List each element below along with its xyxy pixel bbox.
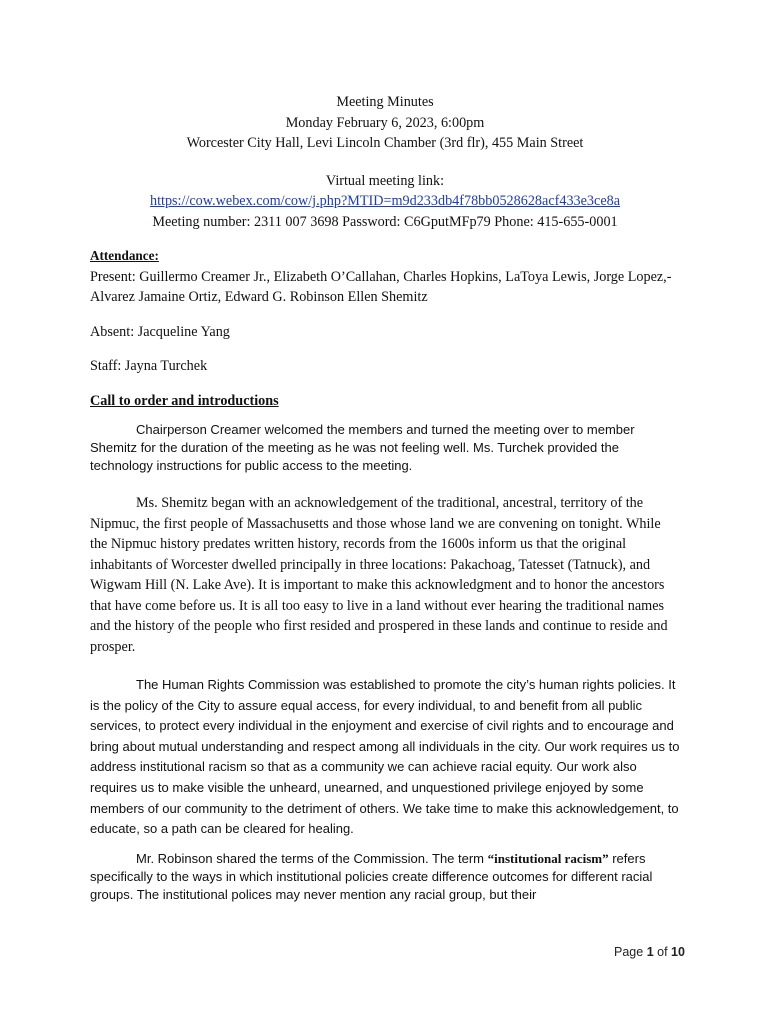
document-title: Meeting Minutes [336,94,434,110]
minutes-header [90,92,680,232]
section-heading: Call to order and introductions [90,392,279,409]
paragraph-2: Ms. Shemitz began with an acknowledgement of the traditional, ancestral, territory of the Nipmuc, the first people of Massachusetts and those whose land we are convening on tonight. While the Nipmuc history predates written history, records from the 1600s inform us that the original inhabitants of Worcester dwelled principally in three locations: Pakachoag, Tatesset (Tatnuck), and Wigwam Hill (N. Lake Ave). It is important to make this acknowledgment and to honor the ancestors that have come before us. It is all too easy to live in a land without ever hearing the traditional names and the history of the people who first resided and prospered in these lands and continue to reside and prosper. [90,495,668,655]
absent-list: Absent: Jacqueline Yang [90,323,230,340]
term-institutional-racism: “institutional racism” [487,850,609,866]
page-word: Page [614,945,644,959]
document-page [90,92,680,904]
call-to-order-section [90,391,680,904]
p4-after: refers specifically to the ways in which institutional policies create difference outcomes for different racial groups. The institutional polices may never mention any racial group, but their [90,850,653,902]
meeting-date: Monday February 6, 2023, 6:00pm [285,114,485,131]
paragraph-3: The Human Rights Commission was established to promote the city’s human rights policies. It is the policy of the City to assure equal access, for every individual, to and benefit from all public services, to protect every individual in the enjoyment and exercise of civil rights and to encourage and bring about mutual understanding and respect among all individuals in the city. Our work requires us to address institutional racism so that as a community we can achieve racial equity. Our work also requires us to make visible the unheard, unearned, and unquestioned privilege enjoyed by some members of our community to the detriment of others. We take time to make this acknowledgement, to educate, so a path can be cleared for healing. [90,677,680,837]
staff-list: Staff: Jayna Turchek [90,358,208,374]
present-list: Present: Guillermo Creamer Jr., Elizabeth O’Callahan, Charles Hopkins, LaToya Lewis, Jorge Lopez,-Alvarez Jamaine Ortiz, Edward G. Robinson Ellen Shemitz [90,268,672,305]
paragraph-1: Chairperson Creamer welcomed the members and turned the meeting over to member Shemitz for the duration of the meeting as he was not feeling well. Ms. Turchek provided the technology instructions for public access to the meeting. [90,422,635,473]
page-number: 1 [646,945,654,959]
of-word: of [657,945,668,959]
p4-before: Mr. Robinson shared the terms of the Commission. The term [136,850,488,866]
page-footer [614,942,685,963]
attendance-label: Attendance: [90,248,159,263]
meeting-location: Worcester City Hall, Levi Lincoln Chamber (3rd flr), 455 Main Street [186,135,584,151]
meeting-info: Meeting number: 2311 007 3698 Password: C6GputMFp79 Phone: 415-655-0001 [152,213,618,230]
page-total: 10 [671,945,685,959]
virtual-meeting-link[interactable]: https://cow.webex.com/cow/j.php?MTID=m9d233db4f78bb0528628acf433e3ce8a [149,193,621,209]
virtual-label: Virtual meeting link: [325,172,445,189]
attendance-section [90,246,680,377]
paragraph-4 [90,850,680,904]
